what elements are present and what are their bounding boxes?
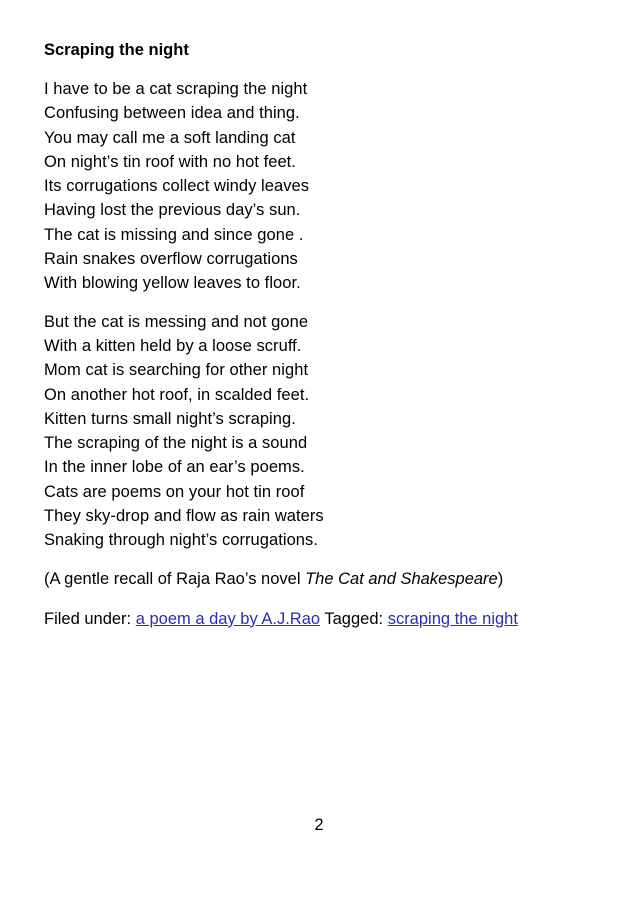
poem-line: But the cat is messing and not gone — [44, 312, 309, 331]
poem-line: Confusing between idea and thing. — [44, 104, 300, 123]
note-suffix: ) — [497, 569, 504, 588]
tagged-label: Tagged: — [320, 609, 388, 628]
tag-link[interactable]: scraping the night — [387, 609, 518, 628]
poem-line: In the inner lobe of an ear’s poems. — [44, 458, 305, 477]
poem-line: With a kitten held by a loose scruff. — [44, 336, 302, 355]
stanza-2 — [44, 310, 604, 553]
poem-line: Rain snakes overflow corrugations — [44, 250, 298, 269]
poem-line: Cats are poems on your hot tin roof — [44, 482, 305, 501]
recall-note — [44, 567, 604, 591]
poem-line: You may call me a soft landing cat — [44, 128, 296, 147]
poem-line: The scraping of the night is a sound — [44, 434, 308, 453]
category-link[interactable]: a poem a day by A.J.Rao — [135, 609, 321, 628]
poem-line: Kitten turns small night’s scraping. — [44, 409, 296, 428]
novel-title: The Cat and Shakespeare — [305, 569, 498, 588]
poem-line: The cat is missing and since gone . — [44, 225, 304, 244]
filed-label: Filed under: — [44, 609, 136, 628]
page-number: 2 — [314, 816, 324, 834]
poem-line: With blowing yellow leaves to floor. — [44, 274, 301, 293]
poem-line: They sky-drop and flow as rain waters — [44, 507, 324, 526]
stanza-1 — [44, 77, 604, 296]
poem-title: Scraping the night — [44, 41, 189, 59]
poem-line: Having lost the previous day’s sun. — [44, 201, 301, 220]
poem-line: Its corrugations collect windy leaves — [44, 177, 310, 196]
poem-line: On another hot roof, in scalded feet. — [44, 385, 310, 404]
poem-line: Mom cat is searching for other night — [44, 361, 309, 380]
poem-line: On night’s tin roof with no hot feet. — [44, 152, 296, 171]
document-page — [44, 38, 604, 631]
filed-under-line — [44, 607, 604, 631]
poem-line: I have to be a cat scraping the night — [44, 80, 308, 98]
poem-line: Snaking through night’s corrugations. — [44, 531, 318, 550]
note-prefix: (A gentle recall of Raja Rao’s novel — [44, 569, 306, 588]
